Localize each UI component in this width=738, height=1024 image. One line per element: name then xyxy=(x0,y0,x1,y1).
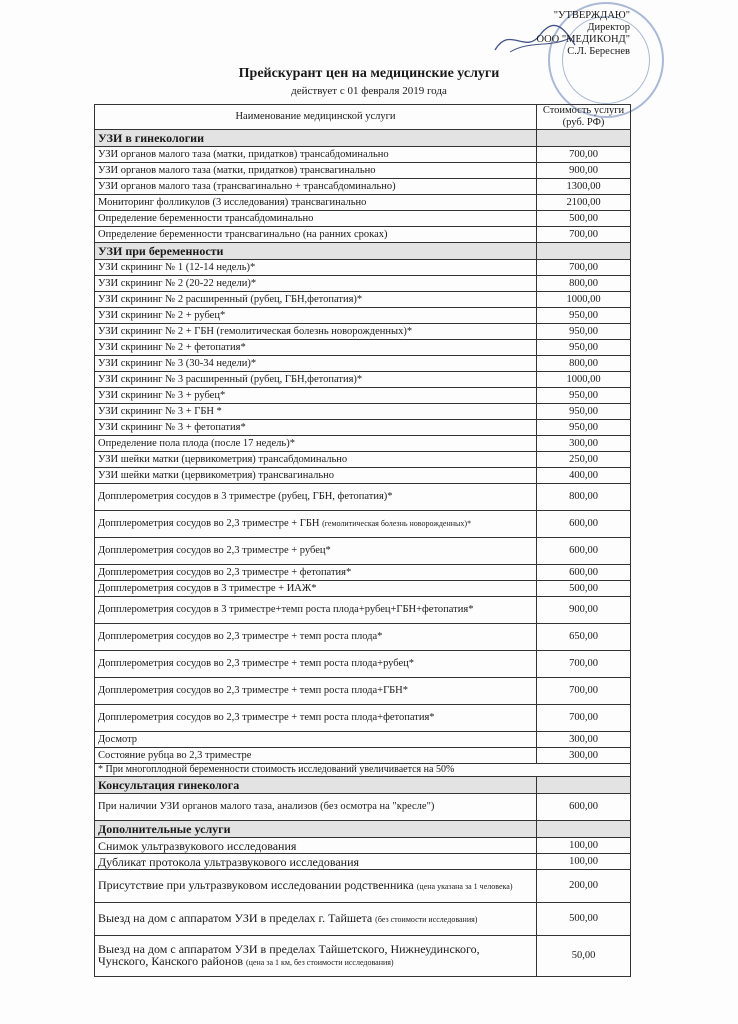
table-row xyxy=(95,372,631,388)
table-row xyxy=(95,597,631,624)
row-price: 950,00 xyxy=(537,340,631,356)
row-price: 1000,00 xyxy=(537,372,631,388)
row-name xyxy=(95,903,537,936)
row-price: 950,00 xyxy=(537,420,631,436)
row-name: Досмотр xyxy=(95,732,537,748)
row-name-note: (цена за 1 км, без стоимости исследования) xyxy=(246,958,394,967)
row-price: 800,00 xyxy=(537,356,631,372)
approval-heading: "УТВЕРЖДАЮ" xyxy=(553,10,630,21)
row-name: Мониторинг фолликулов (3 исследования) трансвагинально xyxy=(95,195,537,211)
table-row xyxy=(95,356,631,372)
row-name: УЗИ скрининг № 1 (12-14 недель)* xyxy=(95,260,537,276)
row-price: 400,00 xyxy=(537,468,631,484)
table-row xyxy=(95,651,631,678)
doppler-tall-rows xyxy=(95,597,631,732)
row-price: 950,00 xyxy=(537,404,631,420)
table-row xyxy=(95,624,631,651)
section-extra xyxy=(95,821,631,838)
row-name: УЗИ скрининг № 2 + фетопатия* xyxy=(95,340,537,356)
row-price: 800,00 xyxy=(537,484,631,511)
row-name-note: (без стоимости исследования) xyxy=(375,915,478,924)
row-price: 700,00 xyxy=(537,651,631,678)
section-title: УЗИ при беременности xyxy=(95,243,537,260)
row-name: Допплерометрия сосудов в 3 триместре+темп роста плода+рубец+ГБН+фетопатия* xyxy=(95,597,537,624)
approval-company: ООО "МЕДИКОНД" xyxy=(536,34,630,45)
row-price: 2100,00 xyxy=(537,195,631,211)
row-price: 600,00 xyxy=(537,565,631,581)
table-row xyxy=(95,838,631,854)
table-row xyxy=(95,340,631,356)
table-row xyxy=(95,870,631,903)
row-name: УЗИ шейки матки (цервикометрия) трансвагинально xyxy=(95,468,537,484)
section-consult xyxy=(95,777,631,794)
row-name: УЗИ скрининг № 3 + фетопатия* xyxy=(95,420,537,436)
row-price: 250,00 xyxy=(537,452,631,468)
table-row xyxy=(95,260,631,276)
row-price: 700,00 xyxy=(537,678,631,705)
table-row xyxy=(95,404,631,420)
section-title: УЗИ в гинекологии xyxy=(95,130,537,147)
row-name-main: Выезд на дом с аппаратом УЗИ в пределах Тайшетского, Нижнеудинского, Чунского, Канского районов xyxy=(98,942,480,968)
row-price: 1300,00 xyxy=(537,179,631,195)
row-name: Дубликат протокола ультразвукового исследования xyxy=(95,854,537,870)
row-name-main: Допплерометрия сосудов во 2,3 триместре + ГБН xyxy=(98,518,320,529)
row-name-main: Присутствие при ультразвуковом исследовании родственника xyxy=(98,878,414,892)
row-price: 900,00 xyxy=(537,597,631,624)
table-row xyxy=(95,484,631,511)
section-gyn xyxy=(95,130,631,147)
table-row xyxy=(95,388,631,404)
row-name xyxy=(95,511,537,538)
row-name-note: (цена указана за 1 человека) xyxy=(416,882,513,891)
row-price: 600,00 xyxy=(537,538,631,565)
row-name: УЗИ скрининг № 2 (20-22 недели)* xyxy=(95,276,537,292)
table-row xyxy=(95,276,631,292)
row-price: 300,00 xyxy=(537,748,631,764)
table-row xyxy=(95,163,631,179)
table-row xyxy=(95,705,631,732)
row-price: 500,00 xyxy=(537,903,631,936)
section-preg xyxy=(95,243,631,260)
row-name: УЗИ скрининг № 3 + рубец* xyxy=(95,388,537,404)
row-price: 600,00 xyxy=(537,511,631,538)
header-price: Стоимость услуги (руб. РФ) xyxy=(537,105,631,130)
row-price: 700,00 xyxy=(537,705,631,732)
row-name xyxy=(95,870,537,903)
row-name-main: Выезд на дом с аппаратом УЗИ в пределах г. Тайшета xyxy=(98,911,373,925)
header-name: Наименование медицинской услуги xyxy=(95,105,537,130)
row-price: 700,00 xyxy=(537,147,631,163)
row-name: Определение пола плода (после 17 недель)* xyxy=(95,436,537,452)
table-row xyxy=(95,794,631,821)
row-name: При наличии УЗИ органов малого таза, анализов (без осмотра на "кресле") xyxy=(95,794,537,821)
row-price: 650,00 xyxy=(537,624,631,651)
row-name: Допплерометрия сосудов во 2,3 триместре + темп роста плода+фетопатия* xyxy=(95,705,537,732)
section-title: Консультация гинеколога xyxy=(95,777,537,794)
row-price: 100,00 xyxy=(537,838,631,854)
row-name: Допплерометрия сосудов во 2,3 триместре + фетопатия* xyxy=(95,565,537,581)
row-name-note: (гемолитическая болезнь новорожденных)* xyxy=(322,519,472,528)
table-row xyxy=(95,538,631,565)
row-name: Допплерометрия сосудов во 2,3 триместре + темп роста плода+рубец* xyxy=(95,651,537,678)
row-name: Допплерометрия сосудов в 3 триместре + ИАЖ* xyxy=(95,581,537,597)
row-price: 900,00 xyxy=(537,163,631,179)
row-name: УЗИ скрининг № 3 расширенный (рубец, ГБН,фетопатия)* xyxy=(95,372,537,388)
page-title: Прейскурант цен на медицинские услуги xyxy=(238,66,500,81)
row-name: Состояние рубца во 2,3 триместре xyxy=(95,748,537,764)
tail-rows xyxy=(95,732,631,764)
table-header xyxy=(95,105,631,130)
table-row xyxy=(95,748,631,764)
table-row xyxy=(95,452,631,468)
table-row xyxy=(95,179,631,195)
row-price: 50,00 xyxy=(537,936,631,977)
row-price: 1000,00 xyxy=(537,292,631,308)
table-row xyxy=(95,678,631,705)
row-name: Определение беременности трансвагинально (на ранних сроках) xyxy=(95,227,537,243)
footnote: * При многоплодной беременности стоимость исследований увеличивается на 50% xyxy=(95,764,631,777)
row-price: 950,00 xyxy=(537,308,631,324)
extra-rows xyxy=(95,838,631,870)
row-name: Допплерометрия сосудов в 3 триместре (рубец, ГБН, фетопатия)* xyxy=(95,484,537,511)
row-price: 300,00 xyxy=(537,732,631,748)
row-price: 300,00 xyxy=(537,436,631,452)
row-price: 500,00 xyxy=(537,581,631,597)
page-subtitle: действует с 01 февраля 2019 года xyxy=(291,85,447,97)
row-name: УЗИ скрининг № 2 + ГБН (гемолитическая болезнь новорожденных)* xyxy=(95,324,537,340)
table-row xyxy=(95,436,631,452)
table-row xyxy=(95,195,631,211)
row-price: 500,00 xyxy=(537,211,631,227)
table-row xyxy=(95,903,631,936)
table-row xyxy=(95,308,631,324)
footnote-row xyxy=(95,764,631,777)
row-name: УЗИ органов малого таза (матки, придатков) трансвагинально xyxy=(95,163,537,179)
row-name: УЗИ органов малого таза (трансвагинально + трансабдоминально) xyxy=(95,179,537,195)
price-table xyxy=(94,104,631,977)
row-name: УЗИ скрининг № 3 (30-34 недели)* xyxy=(95,356,537,372)
table-row xyxy=(95,511,631,538)
approval-position: Директор xyxy=(587,22,630,33)
row-name: Определение беременности трансабдоминально xyxy=(95,211,537,227)
table-row xyxy=(95,854,631,870)
table-row xyxy=(95,581,631,597)
table-row xyxy=(95,565,631,581)
row-name: Допплерометрия сосудов во 2,3 триместре + темп роста плода+ГБН* xyxy=(95,678,537,705)
row-name xyxy=(95,936,537,977)
row-price: 700,00 xyxy=(537,260,631,276)
row-name: Допплерометрия сосудов во 2,3 триместре + темп роста плода* xyxy=(95,624,537,651)
table-row xyxy=(95,732,631,748)
row-price: 200,00 xyxy=(537,870,631,903)
row-name: Допплерометрия сосудов во 2,3 триместре + рубец* xyxy=(95,538,537,565)
table-row xyxy=(95,324,631,340)
row-name: Снимок ультразвукового исследования xyxy=(95,838,537,854)
gyn-rows xyxy=(95,147,631,243)
row-name: УЗИ шейки матки (цервикометрия) трансабдоминально xyxy=(95,452,537,468)
doppler-rows xyxy=(95,565,631,597)
section-title: Дополнительные услуги xyxy=(95,821,537,838)
table-row xyxy=(95,936,631,977)
row-price: 950,00 xyxy=(537,324,631,340)
row-price: 950,00 xyxy=(537,388,631,404)
row-price: 600,00 xyxy=(537,794,631,821)
approval-block xyxy=(520,10,630,58)
preg-rows xyxy=(95,260,631,484)
row-price: 100,00 xyxy=(537,854,631,870)
row-name: УЗИ скрининг № 2 + рубец* xyxy=(95,308,537,324)
table-row xyxy=(95,147,631,163)
table-row xyxy=(95,227,631,243)
approval-person: С.Л. Береснев xyxy=(567,46,630,57)
table-row xyxy=(95,211,631,227)
row-name: УЗИ скрининг № 3 + ГБН * xyxy=(95,404,537,420)
table-row xyxy=(95,420,631,436)
table-row xyxy=(95,468,631,484)
row-price: 800,00 xyxy=(537,276,631,292)
table-row xyxy=(95,292,631,308)
row-name: УЗИ скрининг № 2 расширенный (рубец, ГБН,фетопатия)* xyxy=(95,292,537,308)
row-price: 700,00 xyxy=(537,227,631,243)
row-name: УЗИ органов малого таза (матки, придатков) трансабдоминально xyxy=(95,147,537,163)
